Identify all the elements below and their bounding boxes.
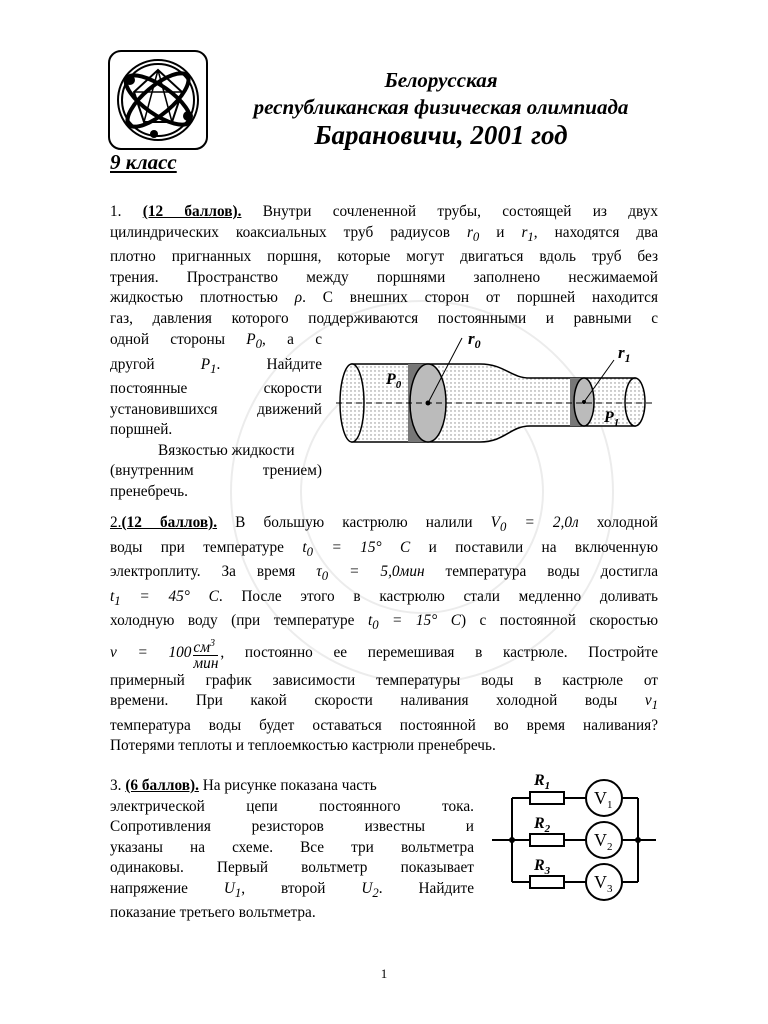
olympiad-logo — [108, 50, 208, 150]
V1-label: $V_1$ — [594, 788, 613, 811]
resistor-R2 — [530, 834, 564, 846]
circuit-figure — [490, 768, 660, 908]
header-line3: Барановичи, 2001 год — [314, 120, 568, 150]
header-line2: республиканская физическая олимпиада — [253, 95, 629, 119]
problem1-text: 1. (12 баллов). Внутри сочлененной трубы, состоящей из двух цилиндрических коаксиальных труб радиусов $r_0$ и $r_1$, находятся два плотно пригнанных поршня, которые могут двигаться вдоль труб без трения. Пространство между поршнями заполнено несжимаемой жидкостью плотностью ρ. С внешних сторон от поршней находится газ, давления которого поддерживаются постоянными и равными с — [110, 203, 658, 327]
R3-label: $R_3$ — [534, 857, 551, 877]
fig-P1-label: $P_1$ — [604, 409, 620, 429]
resistor-R1 — [530, 792, 564, 804]
pipe-right-end — [625, 378, 645, 426]
fig-P0-label: $P_0$ — [386, 371, 402, 391]
grade-heading: 9 класс — [110, 150, 177, 174]
problem3-text: 3. (6 баллов). На рисунке показана часть электрической цепи постоянного тока. Сопротивления резисторов известны и указаны на схеме. Все три вольтметра одинаковы. Первый вольтметр показывает напряжение $U_1$, второй $U_2$. Найдите показание третьего вольтметра. — [110, 777, 474, 922]
fig-r0-label: $r_0$ — [468, 330, 481, 351]
fig-r1-label: $r_1$ — [618, 343, 631, 365]
R1-label: $R_1$ — [534, 772, 551, 792]
R2-label: $R_2$ — [534, 815, 551, 835]
problem1-text-left: одной стороны $P_0$, а с другой $P_1$. Найдите постоянные скорости установившихся движений поршней. Вязкостью жидкости (внутренним трением) пренебречь. — [110, 331, 322, 500]
pipe-figure — [330, 330, 662, 450]
header-line1: Белорусская — [384, 68, 498, 92]
resistor-R3 — [530, 876, 564, 888]
page-number: 1 — [380, 966, 388, 981]
V3-label: $V_3$ — [594, 872, 613, 895]
V2-label: $V_2$ — [594, 830, 613, 853]
problem2-text: 2.(12 баллов). В большую кастрюлю налили $V_0 = 2,0л$ холодной воды при температуре $t_0 = 15^\circ$ C и поставили на включенную электроплиту. За время $\tau_0 = 5,0мин$ температура воды достигла $t_1 = 45^\circ$ C. После этого в кастрюлю стали медленно доливать холодную воду (при температуре $t_0 = 15^\circ$ C) с постоянной скоростью ν = 100 $см^3$ мин , постоянно ее перемешивая в кастрюле. Постройте примерный график зависимости температуры воды в кастрюле от времени. При какой скорости наливания холодной воды $\nu_1$ температура воды будет оставаться постоянной во время наливания? Потерями теплоты и теплоемкостью кастрюли пренебречь. — [110, 514, 659, 755]
